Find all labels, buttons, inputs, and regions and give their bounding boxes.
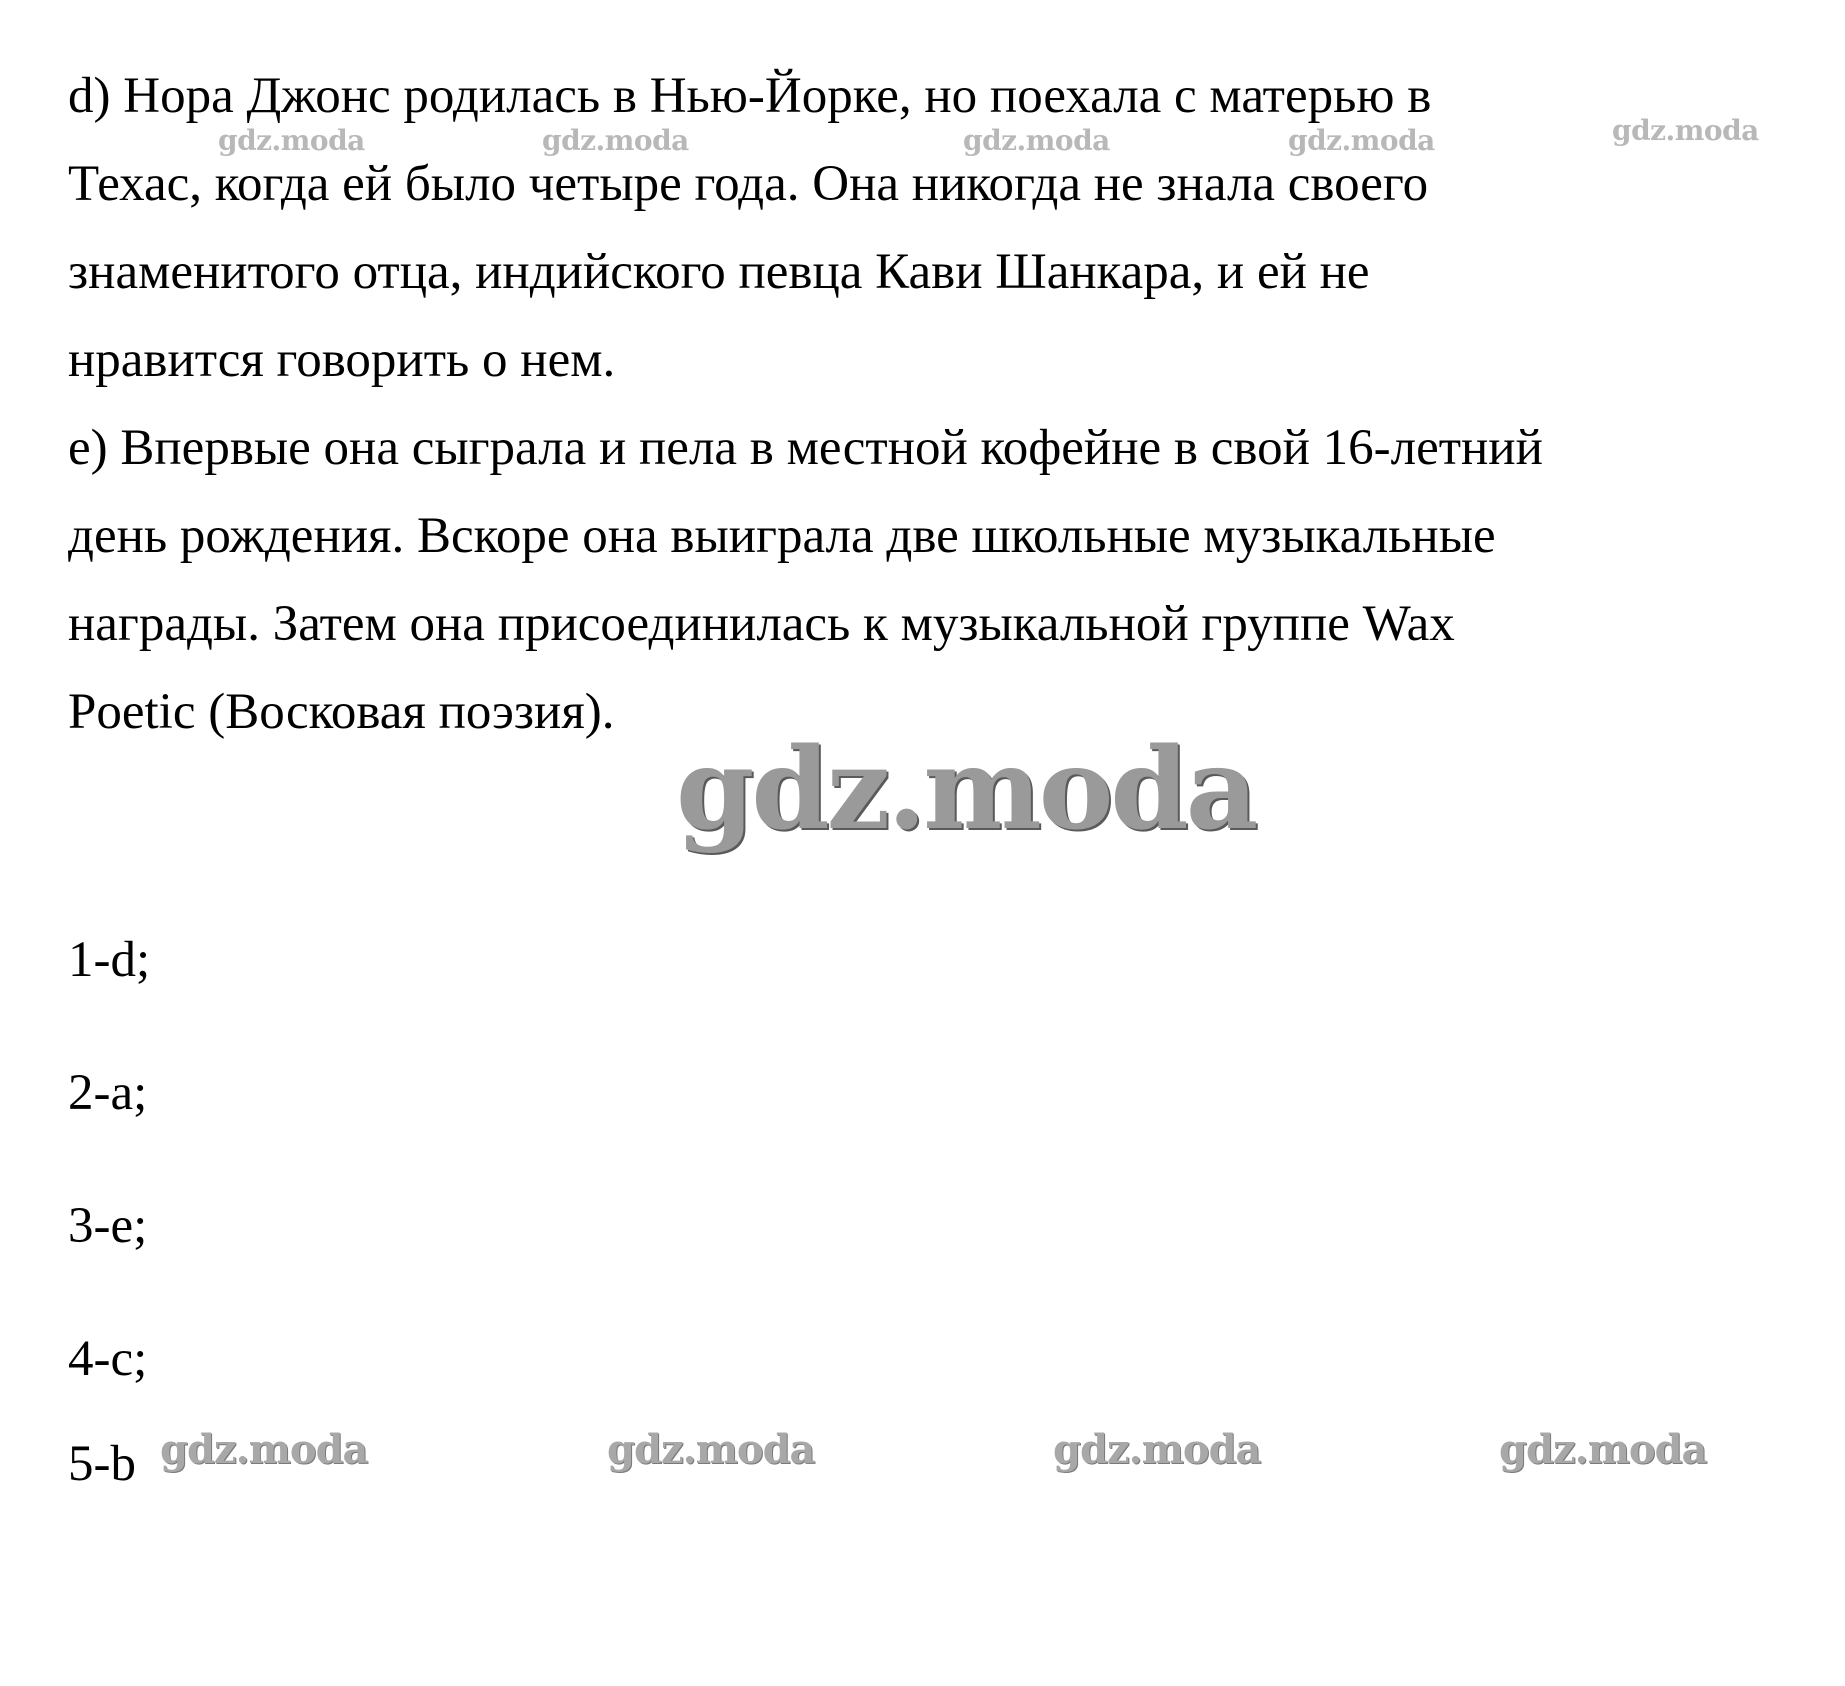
paragraph-e-line-3: награды. Затем она присоединилась к музыкальной группе Wax <box>68 596 1455 652</box>
answer-item-4: 4-c; <box>68 1331 148 1387</box>
paragraph-e-line-2: день рождения. Вскоре она выиграла две школьные музыкальные <box>68 508 1496 564</box>
watermark-medium: gdz.moda <box>1053 1426 1261 1473</box>
paragraph-d <box>68 52 1808 404</box>
paragraph-d-line-3: знаменитого отца, индийского певца Кави Шанкара, и ей не <box>68 244 1370 300</box>
paragraph-d-line-4: нравится говорить о нем. <box>68 332 616 388</box>
watermark-large: gdz.moda <box>676 724 1256 855</box>
watermark-medium: gdz.moda <box>160 1426 368 1473</box>
answer-item-1: 1-d; <box>68 932 151 988</box>
watermark-medium: gdz.moda <box>1499 1426 1707 1473</box>
watermark-small: gdz.moda <box>963 124 1110 157</box>
paragraph-e <box>68 404 1808 756</box>
watermark-small: gdz.moda <box>1612 114 1759 147</box>
watermark-small: gdz.moda <box>1288 124 1435 157</box>
watermark-medium: gdz.moda <box>607 1426 815 1473</box>
watermark-small: gdz.moda <box>542 124 689 157</box>
watermark-small: gdz.moda <box>218 124 365 157</box>
paragraph-e-line-4: Poetic (Восковая поэзия). <box>68 684 615 740</box>
answer-item-2: 2-a; <box>68 1065 148 1121</box>
answer-item-3: 3-e; <box>68 1198 148 1254</box>
paragraph-d-line-1: d) Нора Джонс родилась в Нью-Йорке, но поехала с матерью в <box>68 68 1432 124</box>
paragraph-d-line-2: Техас, когда ей было четыре года. Она никогда не знала своего <box>68 156 1429 212</box>
paragraph-e-line-1: e) Впервые она сыграла и пела в местной кофейне в свой 16-летний <box>68 420 1543 476</box>
answer-item-5: 5-b <box>68 1436 136 1492</box>
